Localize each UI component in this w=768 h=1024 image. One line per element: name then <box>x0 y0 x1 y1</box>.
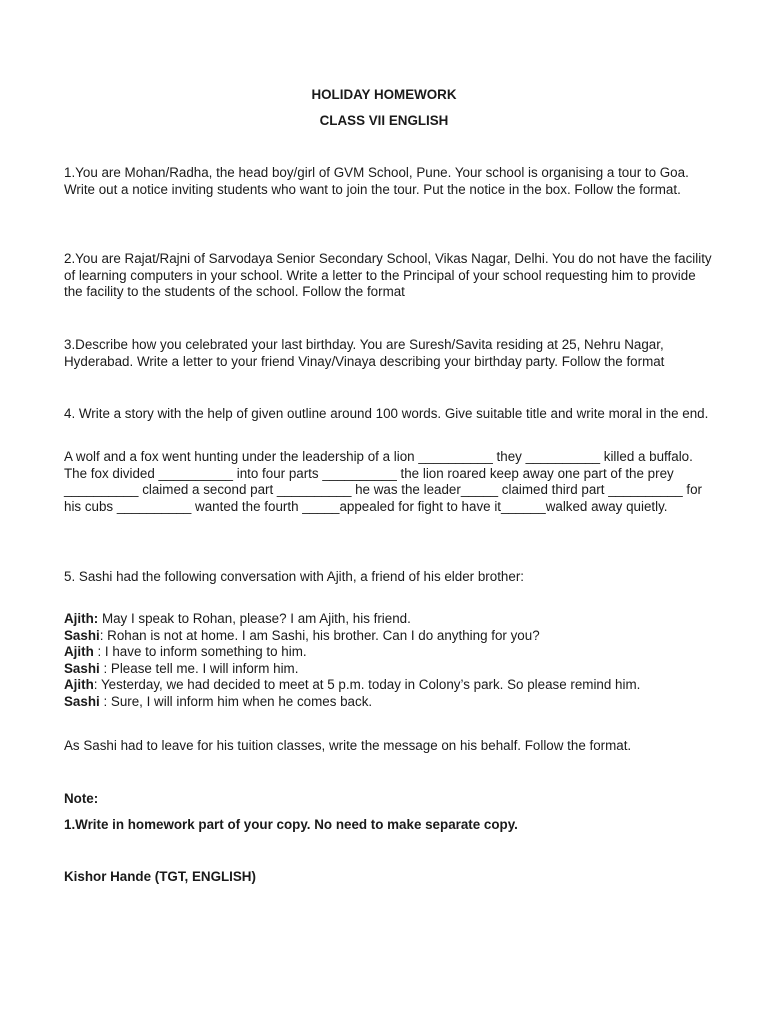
question-4-text: 4. Write a story with the help of given outline around 100 words. Give suitable title and write moral in the end. <box>64 406 709 421</box>
question-2-text: 2.You are Rajat/Rajni of Sarvodaya Senior Secondary School, Vikas Nagar, Delhi. You do not have the facility of learning computers in your school. Write a letter to the Principal of your school requesting him to provide the facility to the students of the school. Follow the format <box>64 251 712 300</box>
question-2 <box>64 251 714 301</box>
story-outline-text: A wolf and a fox went hunting under the leadership of a lion __________ they __________ killed a buffalo. The fox divided __________ into four parts __________ the lion roared keep away one part of the prey __________ claimed a second part __________ he was the leader_____ claimed third part __________ for his cubs __________ wanted the fourth _____appealed for fight to have it______walked away quietly. <box>64 449 703 514</box>
dialogue-speaker: Sashi <box>64 693 100 709</box>
question-3 <box>64 337 714 370</box>
dialogue-line <box>64 694 714 711</box>
dialogue-text: : Please tell me. I will inform him. <box>99 660 299 676</box>
dialogue-speaker: Ajith: <box>64 611 99 626</box>
dialogue-speaker: Ajith <box>64 677 94 693</box>
dialogue-line <box>64 628 714 645</box>
dialogue-speaker: Sashi <box>64 627 100 643</box>
question-5-instruction <box>64 738 714 755</box>
dialogue-speaker: Sashi <box>64 660 100 676</box>
dialogue-line <box>64 644 714 661</box>
dialogue-text: May I speak to Rohan, please? I am Ajith, his friend. <box>98 611 411 626</box>
story-outline <box>64 449 714 515</box>
question-5-instruction-text: As Sashi had to leave for his tuition classes, write the message on his behalf. Follow the format. <box>64 738 632 753</box>
dialogue-text: : Yesterday, we had decided to meet at 5 p.m. today in Colony’s park. So please remind him. <box>93 677 641 693</box>
question-5-text: 5. Sashi had the following conversation with Ajith, a friend of his elder brother: <box>64 569 525 584</box>
note-label: Note: <box>64 791 99 806</box>
page-subtitle: CLASS VII ENGLISH <box>319 113 449 128</box>
page-title: HOLIDAY HOMEWORK <box>311 87 457 102</box>
dialogue-line <box>64 677 714 694</box>
dialogue <box>64 611 714 711</box>
dialogue-line <box>64 611 714 628</box>
note-item-1: 1.Write in homework part of your copy. No need to make separate copy. <box>64 817 518 832</box>
question-1 <box>64 165 714 198</box>
question-1-text: 1.You are Mohan/Radha, the head boy/girl of GVM School, Pune. Your school is organising a tour to Goa. Write out a notice inviting students who want to join the tour. Put the notice in the box. Follow the format. <box>64 165 689 197</box>
question-3-text: 3.Describe how you celebrated your last birthday. You are Suresh/Savita residing at 25, Nehru Nagar, Hyderabad. Write a letter to your friend Vinay/Vinaya describing your birthday party. Follow the format <box>64 337 665 369</box>
dialogue-text: : I have to inform something to him. <box>93 644 307 660</box>
dialogue-text: : Rohan is not at home. I am Sashi, his brother. Can I do anything for you? <box>99 627 540 643</box>
question-5 <box>64 569 714 586</box>
question-4 <box>64 406 714 423</box>
dialogue-speaker: Ajith <box>64 644 94 660</box>
dialogue-text: : Sure, I will inform him when he comes back. <box>99 693 373 709</box>
dialogue-line <box>64 661 714 678</box>
signature: Kishor Hande (TGT, ENGLISH) <box>64 869 256 884</box>
